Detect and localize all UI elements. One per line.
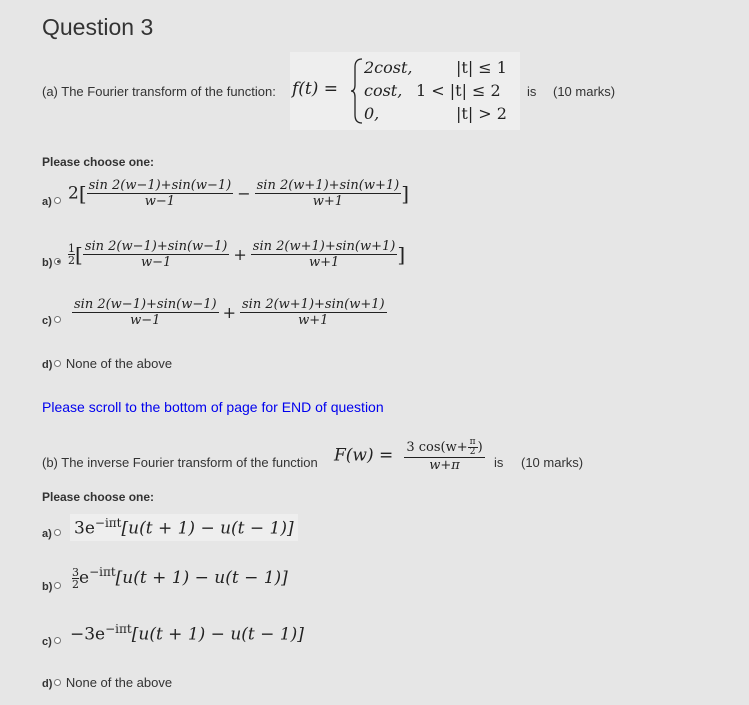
open-bracket: [ <box>78 181 87 206</box>
part-b-option-c[interactable] <box>42 632 61 650</box>
option-letter: d) <box>42 678 53 690</box>
option-letter: c) <box>42 315 52 327</box>
part-a-option-a-expr <box>68 178 409 209</box>
F-numerator <box>404 438 484 457</box>
part-b-prompt: (b) The inverse Fourier transform of the function <box>42 455 318 470</box>
part-a-option-b-expr <box>68 239 405 270</box>
base: e <box>79 568 90 589</box>
piece-3-cond: |t| > 2 <box>456 104 507 123</box>
option-letter: b) <box>42 581 53 593</box>
part-a-marks: (10 marks) <box>553 84 616 99</box>
coef: −3e <box>70 624 106 645</box>
left-brace <box>350 57 364 125</box>
part-a-prompt: (a) The Fourier transform of the function: <box>42 84 276 99</box>
close-bracket: ] <box>397 242 406 267</box>
piece-2-cond: 1 < |t| ≤ 2 <box>416 81 501 100</box>
numerator: π <box>469 437 476 447</box>
exponent: −iπt <box>94 516 122 530</box>
option-d-text: None of the above <box>65 356 173 371</box>
F-label: F(w) = <box>334 445 394 466</box>
part-a-is: is <box>527 84 537 99</box>
piece-1-cond: |t| ≤ 1 <box>456 58 507 77</box>
option-d-radio[interactable] <box>54 360 61 367</box>
option-letter: a) <box>42 528 52 540</box>
denominator: 2 <box>68 254 75 267</box>
denominator: w−1 <box>72 312 219 328</box>
operator: − <box>237 184 251 203</box>
fraction-1 <box>72 297 219 328</box>
option-letter: b) <box>42 257 53 269</box>
question-title: Question 3 <box>42 14 154 40</box>
part-a-option-d[interactable] <box>42 355 172 373</box>
option-d-radio[interactable] <box>54 679 61 686</box>
part-a-option-a[interactable] <box>42 192 61 210</box>
part-a-option-c[interactable] <box>42 311 61 329</box>
fraction-2 <box>251 239 398 270</box>
operator: + <box>233 245 247 264</box>
option-b-radio[interactable] <box>54 582 61 589</box>
close-bracket: ] <box>401 181 410 206</box>
option-d-text: None of the above <box>65 675 173 690</box>
F-denominator: w+π <box>404 457 484 473</box>
denominator: w−1 <box>83 254 230 270</box>
part-b-choose-label: Please choose one: <box>42 490 155 504</box>
piece-3-expr: 0, <box>364 104 380 123</box>
exponent: −iπt <box>105 622 132 636</box>
option-c-radio[interactable] <box>54 637 61 644</box>
option-letter: a) <box>42 196 52 208</box>
coef-fraction <box>68 243 75 266</box>
option-c-radio[interactable] <box>54 316 61 323</box>
part-b-option-c-expr <box>70 622 304 645</box>
numerator: sin 2(w−1)+sin(w−1) <box>84 239 228 254</box>
F-fraction <box>404 438 484 473</box>
close-paren: ) <box>477 440 483 455</box>
part-a-choose-label: Please choose one: <box>42 155 155 169</box>
piece-2-expr: cost, <box>364 81 403 100</box>
numerator: sin 2(w+1)+sin(w+1) <box>241 297 385 312</box>
numerator: 3 <box>72 565 79 579</box>
fraction-1 <box>83 239 230 270</box>
option-a-radio[interactable] <box>54 197 61 204</box>
piecewise-function <box>290 52 520 130</box>
part-b-is: is <box>494 455 504 470</box>
part-b-option-a-expr <box>70 514 298 541</box>
part-b-option-d[interactable] <box>42 674 172 692</box>
part-b-option-b[interactable] <box>42 577 61 595</box>
part-a-option-b[interactable] <box>42 253 61 271</box>
step-expr: [u(t + 1) − u(t − 1)] <box>131 624 304 645</box>
denominator: w+1 <box>251 254 398 270</box>
part-b-option-a[interactable] <box>42 524 61 542</box>
denominator: w−1 <box>87 193 234 209</box>
option-letter: c) <box>42 636 52 648</box>
coef: 3e <box>74 518 95 539</box>
coef-fraction <box>72 567 79 590</box>
part-a-option-c-expr <box>72 297 387 328</box>
denominator: w+1 <box>255 193 402 209</box>
numerator: sin 2(w−1)+sin(w−1) <box>74 297 217 312</box>
fraction-1 <box>87 178 234 209</box>
step-expr: [u(t + 1) − u(t − 1)] <box>121 518 294 539</box>
f-label: f(t) = <box>292 79 339 99</box>
coef: 2 <box>68 183 79 204</box>
numerator: sin 2(w−1)+sin(w−1) <box>88 178 232 193</box>
denominator: 2 <box>468 447 478 457</box>
exponent: −iπt <box>89 565 116 579</box>
option-b-radio-selected[interactable] <box>54 258 61 265</box>
part-b-marks: (10 marks) <box>521 455 584 470</box>
numerator: sin 2(w+1)+sin(w+1) <box>252 239 396 254</box>
denominator: w+1 <box>240 312 387 328</box>
F-function <box>334 438 485 473</box>
pi-over-2 <box>468 438 478 457</box>
scroll-note-link[interactable]: Please scroll to the bottom of page for END of question <box>42 399 384 415</box>
numerator: 1 <box>68 242 75 255</box>
numerator: sin 2(w+1)+sin(w+1) <box>256 178 400 193</box>
step-expr: [u(t + 1) − u(t − 1)] <box>115 568 288 589</box>
piece-1-expr: 2cost, <box>364 58 413 77</box>
fraction-2 <box>255 178 402 209</box>
option-a-radio[interactable] <box>54 529 61 536</box>
F-num-text: 3 cos(w+ <box>406 440 468 455</box>
denominator: 2 <box>72 577 79 591</box>
operator: + <box>222 303 236 322</box>
option-letter: d) <box>42 359 53 371</box>
part-b-option-b-expr <box>72 565 288 590</box>
fraction-2 <box>240 297 387 328</box>
open-bracket: [ <box>75 242 83 267</box>
